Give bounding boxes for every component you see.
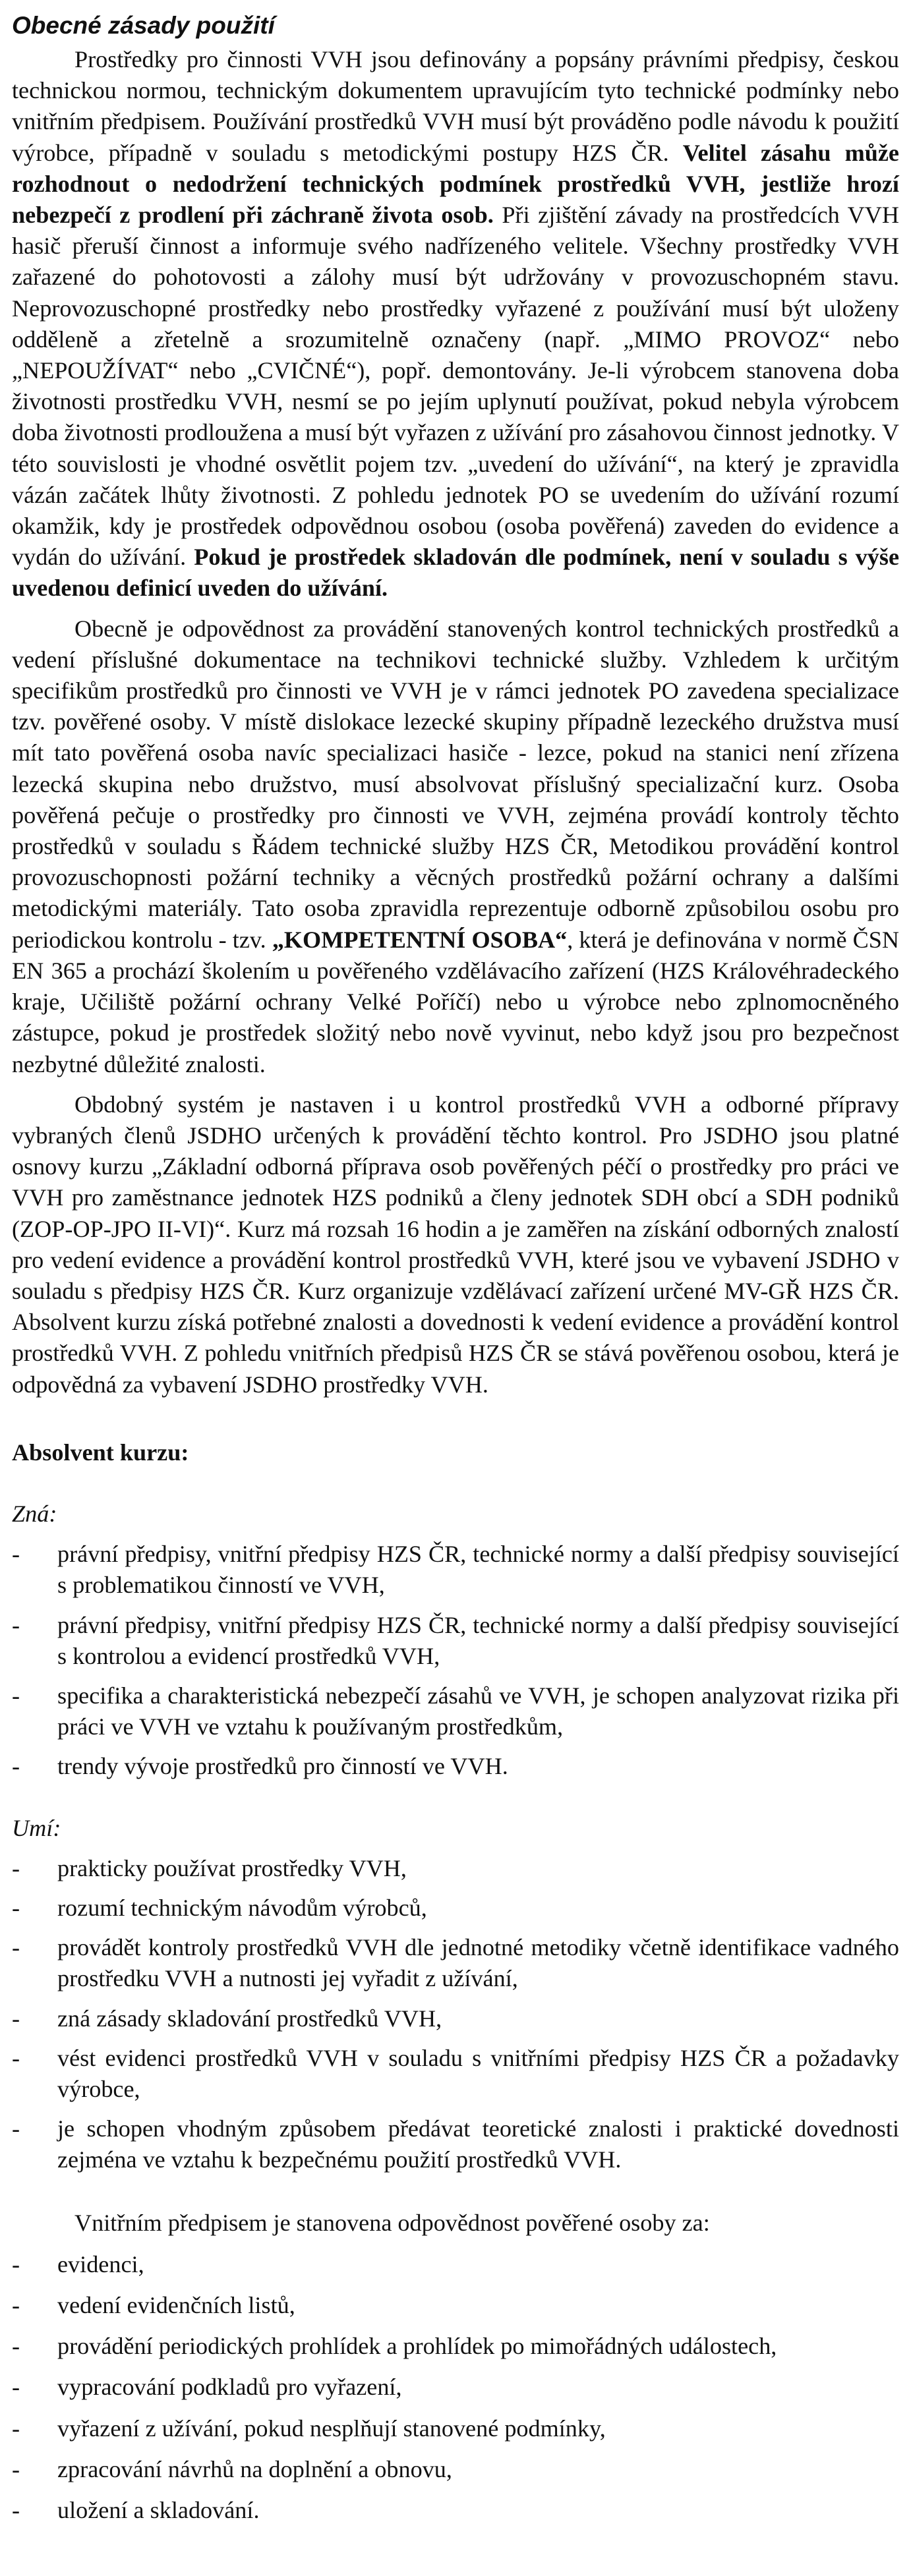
bold-competent-person: „KOMPETENTNÍ OSOBA“: [272, 926, 568, 953]
dash-bullet: -: [12, 1611, 20, 1638]
dash-bullet: -: [12, 2115, 20, 2142]
dash-bullet: -: [12, 1934, 20, 1961]
list-item: [12, 1610, 899, 1672]
dash-bullet: -: [12, 1854, 20, 1881]
list-item: [12, 1932, 899, 1994]
list-item-text: vypracování podkladů pro vyřazení,: [57, 2374, 402, 2401]
list-item-text: provádět kontroly prostředků VVH dle jednotné metodiky včetně identifikace vadného prostředku VVH a nutnosti jej vyřadit z užívání,: [57, 1934, 899, 1992]
list-item-text: zná zásady skladování prostředků VVH,: [57, 2005, 442, 2032]
zna-list: [12, 1539, 899, 1782]
list-item: [12, 1680, 899, 1742]
umi-list: [12, 1853, 899, 2176]
list-item-text: provádění periodických prohlídek a prohlídek po mimořádných událostech,: [57, 2333, 777, 2360]
list-item: [12, 2113, 899, 2175]
section-title: Obecné zásady použití: [12, 12, 275, 39]
list-item-text: právní předpisy, vnitřní předpisy HZS ČR, technické normy a další předpisy související s problematikou činností ve VVH,: [57, 1541, 899, 1599]
list-item: [12, 2495, 899, 2526]
bold-statement-commander: Velitel zásahu může rozhodnout o nedodržení technických podmínek prostředků VVH, jestliže hrozí nebezpečí z prodlení při záchraně života osob.: [12, 139, 899, 229]
list-item-text: specifika a charakteristická nebezpečí zásahů ve VVH, je schopen analyzovat rizika při práci ve VVH ve vztahu k používaným prostředkům,: [57, 1682, 899, 1740]
paragraph-text: Obecně je odpovědnost za provádění stanovených kontrol technických prostředků a vedení příslušné dokumentace na technikovi technické služby. Vzhledem k určitým specifikům prostředků pro činnosti ve VVH je v rámci jednotek PO zavedena specializace tzv. pověřené osoby. V místě dislokace lezecké skupiny případně lezeckého družstva musí mít tato pověřená osoba navíc specializaci hasiče - lezce, pokud na stanici není zřízena lezecká skupina nebo družstvo, musí absolvovat příslušný specializační kurz. Osoba pověřená pečuje o prostředky pro činnosti ve VVH, zejména provádí kontroly těchto prostředků v souladu s Řádem technické služby HZS ČR, Metodikou provádění kontrol provozuschopnosti požární techniky a věcných prostředků požární ochrany a dalšími metodickými materiály. Tato osoba zpravidla reprezentuje odborně způsobilou osobu pro periodickou kontrolu - tzv.: [12, 615, 899, 953]
dash-bullet: -: [12, 2497, 20, 2524]
list-item: [12, 2043, 899, 2105]
responsibility-list: [12, 2249, 899, 2526]
paragraph-responsibility: [12, 614, 899, 1080]
list-item-text: je schopen vhodným způsobem předávat teoretické znalosti i praktické dovednosti zejména ve vztahu k bezpečnému použití prostředků VVH.: [57, 2115, 899, 2173]
dash-bullet: -: [12, 2250, 20, 2277]
list-item: [12, 2372, 899, 2403]
dash-bullet: -: [12, 1753, 20, 1780]
list-item: [12, 2331, 899, 2362]
dash-bullet: -: [12, 2455, 20, 2482]
umi-label: Umí:: [12, 1814, 61, 1841]
responsibility-intro: Vnitřním předpisem je stanovena odpovědnost pověřené osoby za:: [74, 2209, 710, 2236]
list-item: [12, 1539, 899, 1601]
dash-bullet: -: [12, 2415, 20, 2442]
list-item-text: prakticky používat prostředky VVH,: [57, 1854, 407, 1881]
list-item-text: rozumí technickým návodům výrobců,: [57, 1894, 427, 1921]
list-item-text: uložení a skladování.: [57, 2497, 260, 2524]
dash-bullet: -: [12, 2292, 20, 2318]
bold-statement-storage: Pokud je prostředek skladován dle podmínek, není v souladu s výše uvedenou definicí uveden do užívání.: [12, 544, 900, 602]
list-item-text: vést evidenci prostředků VVH v souladu s vnitřními předpisy HZS ČR a požadavky výrobce,: [57, 2044, 899, 2102]
list-item-text: evidenci,: [57, 2250, 144, 2277]
list-item-text: vedení evidenčních listů,: [57, 2292, 295, 2318]
paragraph-text: Prostředky pro činnosti VVH jsou definovány a popsány právními předpisy, českou technickou normou, technickým dokumentem upravujícím tyto technické podmínky nebo vnitřním předpisem. Používání prostředků VVH musí být prováděno podle návodu k použití výrobce, případně v souladu s metodickými postupy HZS ČR.: [12, 46, 899, 166]
list-item: [12, 2454, 899, 2485]
dash-bullet: -: [12, 2374, 20, 2401]
dash-bullet: -: [12, 1894, 20, 1921]
paragraph-text: , která je definována v normě ČSN EN 365 a prochází školením u pověřeného vzdělávacího zařízení (HZS Královéhradeckého kraje, Učiliště požární ochrany Velké Poříčí) nebo u výrobce nebo zplnomocněného zástupce, pokud je prostředek složitý nebo nově vyvinut, nebo když jsou pro bezpečnost nezbytné důležité znalosti.: [12, 926, 899, 1077]
list-item-text: právní předpisy, vnitřní předpisy HZS ČR, technické normy a další předpisy související s kontrolou a evidencí prostředků VVH,: [57, 1611, 899, 1669]
list-item-text: zpracování návrhů na doplnění a obnovu,: [57, 2455, 452, 2482]
list-item-text: vyřazení z užívání, pokud nesplňují stanovené podmínky,: [57, 2415, 606, 2442]
list-item: [12, 1893, 899, 1924]
paragraph-usage-principles: [12, 44, 899, 604]
zna-label: Zná:: [12, 1500, 57, 1527]
list-item-text: trendy vývoje prostředků pro činností ve VVH.: [57, 1753, 508, 1780]
dash-bullet: -: [12, 2005, 20, 2032]
list-item: [12, 1853, 899, 1884]
absolvent-heading: Absolvent kurzu:: [12, 1439, 189, 1466]
list-item: [12, 2413, 899, 2444]
list-item: [12, 1751, 899, 1782]
paragraph-jsdho-course: Obdobný systém je nastaven i u kontrol prostředků VVH a odborné přípravy vybraných členů JSDHO určených k provádění těchto kontrol. Pro JSDHO jsou platné osnovy kurzu „Základní odborná příprava osob pověřených péčí o prostředky pro práci ve VVH pro zaměstnance jednotek HZS podniků a členy jednotek SDH obcí a SDH podniků (ZOP-OP-JPO II-VI)“. Kurz má rozsah 16 hodin a je zaměřen na získání odborných znalostí pro vedení evidence a provádění kontrol prostředků VVH, které jsou ve vybavení JSDHO v souladu s předpisy HZS ČR. Kurz organizuje vzdělávací zařízení určené MV-GŘ HZS ČR. Absolvent kurzu získá potřebné znalosti a dovednosti k vedení evidence a provádění kontrol prostředků VVH. Z pohledu vnitřních předpisů HZS ČR se stává pověřenou osobou, která je odpovědná za vybavení JSDHO prostředky VVH.: [12, 1091, 899, 1398]
list-item: [12, 2290, 899, 2321]
dash-bullet: -: [12, 2044, 20, 2071]
list-item: [12, 2003, 899, 2034]
paragraph-text: Při zjištění závady na prostředcích VVH hasič přeruší činnost a informuje svého nadřízeného velitele. Všechny prostředky VVH zařazené do pohotovosti a zálohy musí být udržovány v provozuschopném stavu. Neprovozuschopné prostředky nebo prostředky vyřazené z používání musí být uloženy odděleně a zřetelně a srozumitelně označeny (např. „MIMO PROVOZ“ nebo „NEPOUŽÍVAT“ nebo „CVIČNÉ“), popř. demontovány. Je-li výrobcem stanovena doba životnosti prostředku VVH, nesmí se po jejím uplynutí používat, pokud nebyla výrobcem doba životnosti prodloužena a musí být vyřazen z užívání pro zásahovou činnost jednotky. V této souvislosti je vhodné osvětlit pojem tzv. „uvedení do užívání“, na který je zpravidla vázán začátek lhůty životnosti. Z pohledu jednotek PO se uvedením do užívání rozumí okamžik, kdy je prostředek odpovědnou osobou (osoba pověřená) zaveden do evidence a vydán do užívání.: [12, 202, 900, 571]
dash-bullet: -: [12, 1541, 20, 1568]
dash-bullet: -: [12, 2333, 20, 2360]
list-item: [12, 2249, 899, 2280]
dash-bullet: -: [12, 1682, 20, 1709]
